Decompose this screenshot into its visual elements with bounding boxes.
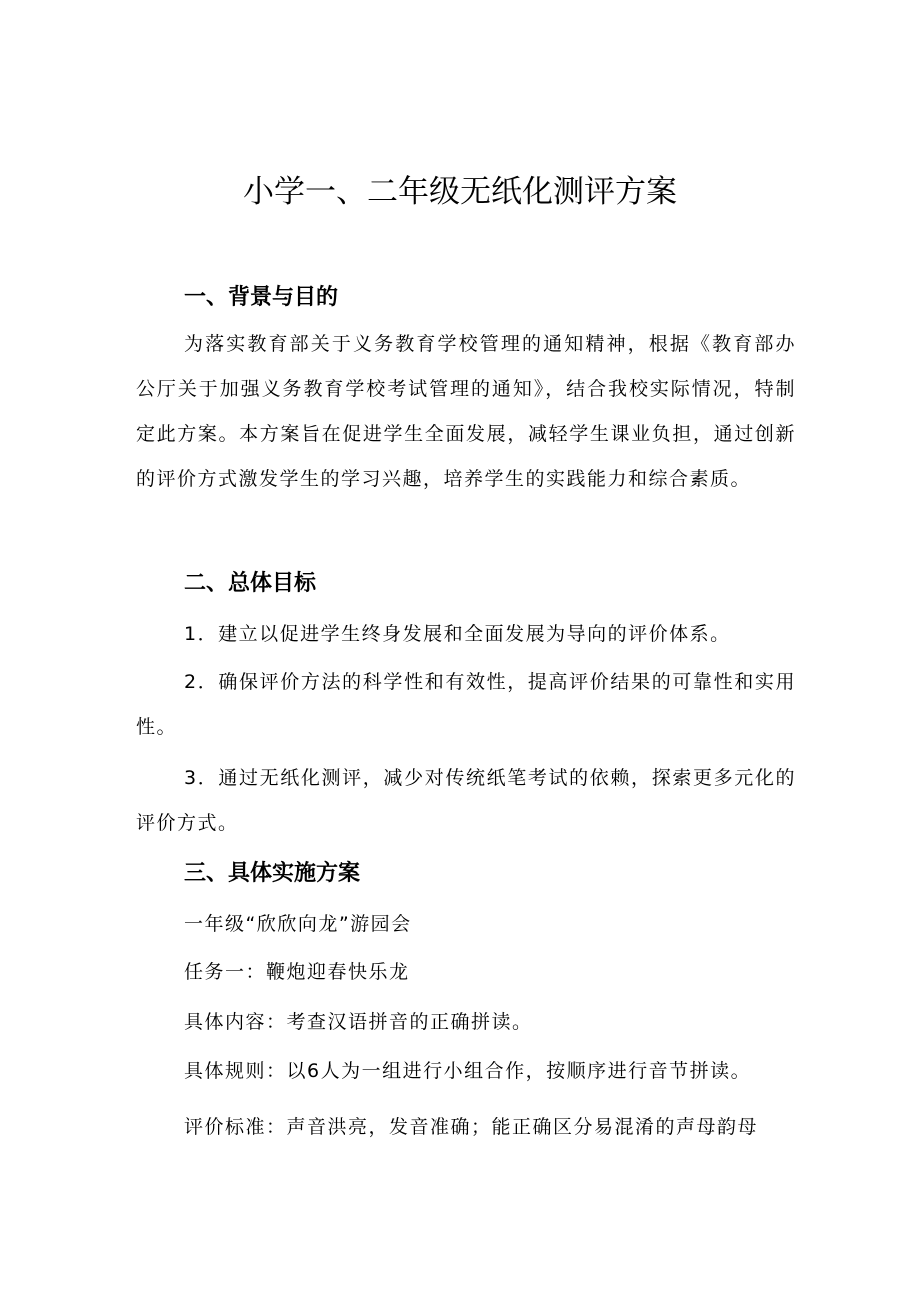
goal-item-1: 1．建立以促进学生终身发展和全面发展为导向的评价体系。	[184, 623, 731, 645]
implementation-line-1: 一年级“欣欣向龙”游园会	[184, 913, 412, 935]
goal-item-2: 2．确保评价方法的科学性和有效性，提高评价结果的可靠性和实用性。	[136, 671, 796, 738]
goal-item-3: 3．通过无纸化测评，减少对传统纸笔考试的依赖，探索更多元化的评价方式。	[136, 767, 796, 834]
implementation-line-5: 评价标准：声音洪亮，发音准确；能正确区分易混淆的声母韵母	[184, 1116, 759, 1138]
implementation-line-3: 具体内容：考查汉语拼音的正确拼读。	[184, 1011, 533, 1033]
section-heading-implementation: 三、具体实施方案	[184, 861, 361, 886]
implementation-line-4: 具体规则：以6人为一组进行小组合作，按顺序进行音节拼读。	[184, 1060, 752, 1082]
section-heading-background: 一、背景与目的	[184, 285, 339, 310]
document-title: 小学一、二年级无纸化测评方案	[243, 174, 677, 210]
implementation-line-2: 任务一：鞭炮迎春快乐龙	[184, 961, 410, 983]
background-paragraph: 为落实教育部关于义务教育学校管理的通知精神，根据《教育部办公厅关于加强义务教育学校考试管理的通知》，结合我校实际情况，特制定此方案。本方案旨在促进学生全面发展，减轻学生课业负担，通过创新的评价方式激发学生的学习兴趣，培养学生的实践能力和综合素质。	[136, 333, 796, 490]
section-heading-goals: 二、总体目标	[184, 571, 317, 596]
